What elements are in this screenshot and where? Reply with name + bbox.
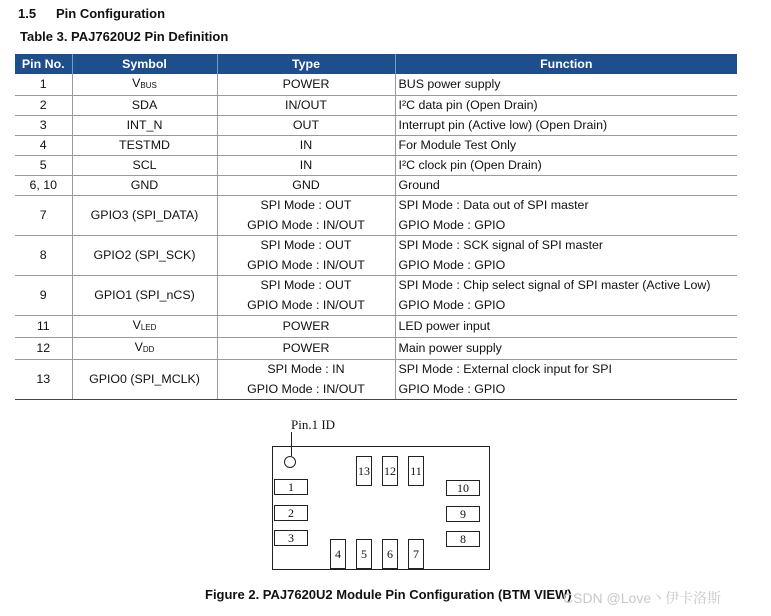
function-line: LED power input bbox=[398, 319, 491, 333]
function-line: I²C clock pin (Open Drain) bbox=[398, 158, 542, 172]
type-line: IN bbox=[299, 158, 313, 172]
table-title: Table 3. PAJ7620U2 Pin Definition bbox=[20, 29, 229, 44]
symbol-text: V bbox=[132, 318, 141, 332]
table-header-row bbox=[15, 54, 737, 74]
type-line: POWER bbox=[282, 341, 330, 355]
header-function: Function bbox=[395, 54, 737, 74]
type-cell bbox=[217, 236, 395, 276]
section-heading bbox=[18, 6, 165, 21]
symbol-text: SCL bbox=[132, 158, 157, 172]
header-symbol: Symbol bbox=[72, 54, 217, 74]
pad-2: 2 bbox=[274, 505, 308, 521]
table-row bbox=[15, 316, 737, 338]
pin1-marker-icon bbox=[284, 456, 296, 468]
figure-caption: Figure 2. PAJ7620U2 Module Pin Configuration (BTM VIEW) bbox=[205, 587, 572, 602]
symbol-text: SDA bbox=[131, 98, 158, 112]
type-line: SPI Mode : OUT bbox=[260, 238, 352, 252]
symbol-text: INT_N bbox=[126, 118, 163, 132]
pad-12: 12 bbox=[382, 456, 398, 486]
pin-number-cell: 4 bbox=[15, 136, 72, 156]
type-line: GPIO Mode : IN/OUT bbox=[247, 381, 365, 396]
type-cell bbox=[217, 136, 395, 156]
symbol-text: GPIO1 (SPI_nCS) bbox=[94, 288, 195, 302]
pin-number-cell: 3 bbox=[15, 116, 72, 136]
symbol-text: V bbox=[134, 340, 143, 354]
pad-9: 9 bbox=[446, 506, 480, 522]
pin1-id-label: Pin.1 ID bbox=[291, 417, 336, 432]
type-line: GPIO Mode : IN/OUT bbox=[247, 217, 365, 232]
function-cell bbox=[395, 338, 737, 360]
function-line: BUS power supply bbox=[398, 77, 501, 91]
symbol-cell bbox=[72, 236, 217, 276]
table-row bbox=[15, 136, 737, 156]
table-row bbox=[15, 116, 737, 136]
table-row bbox=[15, 236, 737, 276]
type-cell bbox=[217, 156, 395, 176]
pin-number-cell: 11 bbox=[15, 316, 72, 338]
type-cell bbox=[217, 338, 395, 360]
pin-number-cell: 2 bbox=[15, 96, 72, 116]
function-cell bbox=[395, 176, 737, 196]
symbol-text: TESTMD bbox=[119, 138, 170, 152]
table-row bbox=[15, 196, 737, 236]
type-line: POWER bbox=[282, 77, 330, 91]
pad-10: 10 bbox=[446, 480, 480, 496]
table-row bbox=[15, 96, 737, 116]
type-cell bbox=[217, 276, 395, 316]
function-cell bbox=[395, 74, 737, 96]
symbol-cell bbox=[72, 196, 217, 236]
function-line: GPIO Mode : GPIO bbox=[398, 297, 506, 312]
pin-number-cell: 1 bbox=[15, 74, 72, 96]
symbol-text: GPIO2 (SPI_SCK) bbox=[93, 248, 196, 262]
function-cell bbox=[395, 96, 737, 116]
table-row bbox=[15, 156, 737, 176]
function-line: SPI Mode : External clock input for SPI bbox=[398, 362, 612, 376]
pin-number-cell: 9 bbox=[15, 276, 72, 316]
symbol-cell bbox=[72, 156, 217, 176]
symbol-text: GND bbox=[130, 178, 159, 192]
symbol-text: GPIO3 (SPI_DATA) bbox=[90, 208, 199, 222]
symbol-cell bbox=[72, 338, 217, 360]
symbol-cell bbox=[72, 96, 217, 116]
pin-number-cell: 8 bbox=[15, 236, 72, 276]
pad-4: 4 bbox=[330, 539, 346, 569]
symbol-subscript: DD bbox=[142, 345, 155, 354]
type-cell bbox=[217, 74, 395, 96]
header-type: Type bbox=[217, 54, 395, 74]
function-line: Interrupt pin (Active low) (Open Drain) bbox=[398, 118, 608, 132]
pad-11: 11 bbox=[408, 456, 424, 486]
pin-number-cell: 5 bbox=[15, 156, 72, 176]
symbol-subscript: BUS bbox=[140, 81, 157, 90]
pad-3: 3 bbox=[274, 530, 308, 546]
function-cell bbox=[395, 196, 737, 236]
type-line: SPI Mode : IN bbox=[267, 362, 345, 376]
function-line: SPI Mode : SCK signal of SPI master bbox=[398, 238, 604, 252]
table-row bbox=[15, 74, 737, 96]
type-line: GND bbox=[292, 178, 320, 192]
pin-number-cell: 12 bbox=[15, 338, 72, 360]
pad-1: 1 bbox=[274, 479, 308, 495]
pad-7: 7 bbox=[408, 539, 424, 569]
symbol-text: V bbox=[132, 76, 141, 90]
symbol-cell bbox=[72, 316, 217, 338]
table-row bbox=[15, 338, 737, 360]
section-number: 1.5 bbox=[18, 6, 37, 21]
function-line: SPI Mode : Chip select signal of SPI master (Active Low) bbox=[398, 278, 711, 292]
type-line: IN/OUT bbox=[285, 98, 327, 112]
function-cell bbox=[395, 116, 737, 136]
type-line: SPI Mode : OUT bbox=[260, 198, 352, 212]
symbol-cell bbox=[72, 276, 217, 316]
type-line: OUT bbox=[292, 118, 320, 132]
function-cell bbox=[395, 276, 737, 316]
function-cell bbox=[395, 156, 737, 176]
function-line: GPIO Mode : GPIO bbox=[398, 257, 506, 272]
pad-13: 13 bbox=[356, 456, 372, 486]
symbol-cell bbox=[72, 116, 217, 136]
type-line: IN bbox=[299, 138, 313, 152]
table-row bbox=[15, 176, 737, 196]
function-line: Main power supply bbox=[398, 341, 502, 355]
function-line: For Module Test Only bbox=[398, 138, 517, 152]
type-cell bbox=[217, 96, 395, 116]
function-line: Ground bbox=[398, 178, 440, 192]
pin-definition-table bbox=[15, 54, 737, 400]
table-row bbox=[15, 276, 737, 316]
function-cell bbox=[395, 236, 737, 276]
function-cell bbox=[395, 136, 737, 156]
section-title: Pin Configuration bbox=[56, 6, 166, 21]
pin-number-cell: 6, 10 bbox=[15, 176, 72, 196]
type-cell bbox=[217, 176, 395, 196]
watermark: CSDN @Love丶伊卡洛斯 bbox=[563, 590, 722, 606]
symbol-cell bbox=[72, 360, 217, 400]
function-line: SPI Mode : Data out of SPI master bbox=[398, 198, 589, 212]
pin-number-cell: 13 bbox=[15, 360, 72, 400]
type-line: POWER bbox=[282, 319, 330, 333]
symbol-cell bbox=[72, 136, 217, 156]
symbol-cell bbox=[72, 74, 217, 96]
type-cell bbox=[217, 360, 395, 400]
symbol-cell bbox=[72, 176, 217, 196]
pad-5: 5 bbox=[356, 539, 372, 569]
type-cell bbox=[217, 316, 395, 338]
header-pin-no: Pin No. bbox=[15, 54, 72, 74]
pad-8: 8 bbox=[446, 531, 480, 547]
function-line: I²C data pin (Open Drain) bbox=[398, 98, 538, 112]
function-line: GPIO Mode : GPIO bbox=[398, 217, 506, 232]
type-line: GPIO Mode : IN/OUT bbox=[247, 257, 365, 272]
type-cell bbox=[217, 116, 395, 136]
function-cell bbox=[395, 360, 737, 400]
function-line: GPIO Mode : GPIO bbox=[398, 381, 506, 396]
symbol-text: GPIO0 (SPI_MCLK) bbox=[89, 372, 200, 386]
table-row bbox=[15, 360, 737, 400]
type-line: SPI Mode : OUT bbox=[260, 278, 352, 292]
pad-6: 6 bbox=[382, 539, 398, 569]
type-line: GPIO Mode : IN/OUT bbox=[247, 297, 365, 312]
function-cell bbox=[395, 316, 737, 338]
pin-number-cell: 7 bbox=[15, 196, 72, 236]
type-cell bbox=[217, 196, 395, 236]
symbol-subscript: LED bbox=[140, 323, 157, 332]
